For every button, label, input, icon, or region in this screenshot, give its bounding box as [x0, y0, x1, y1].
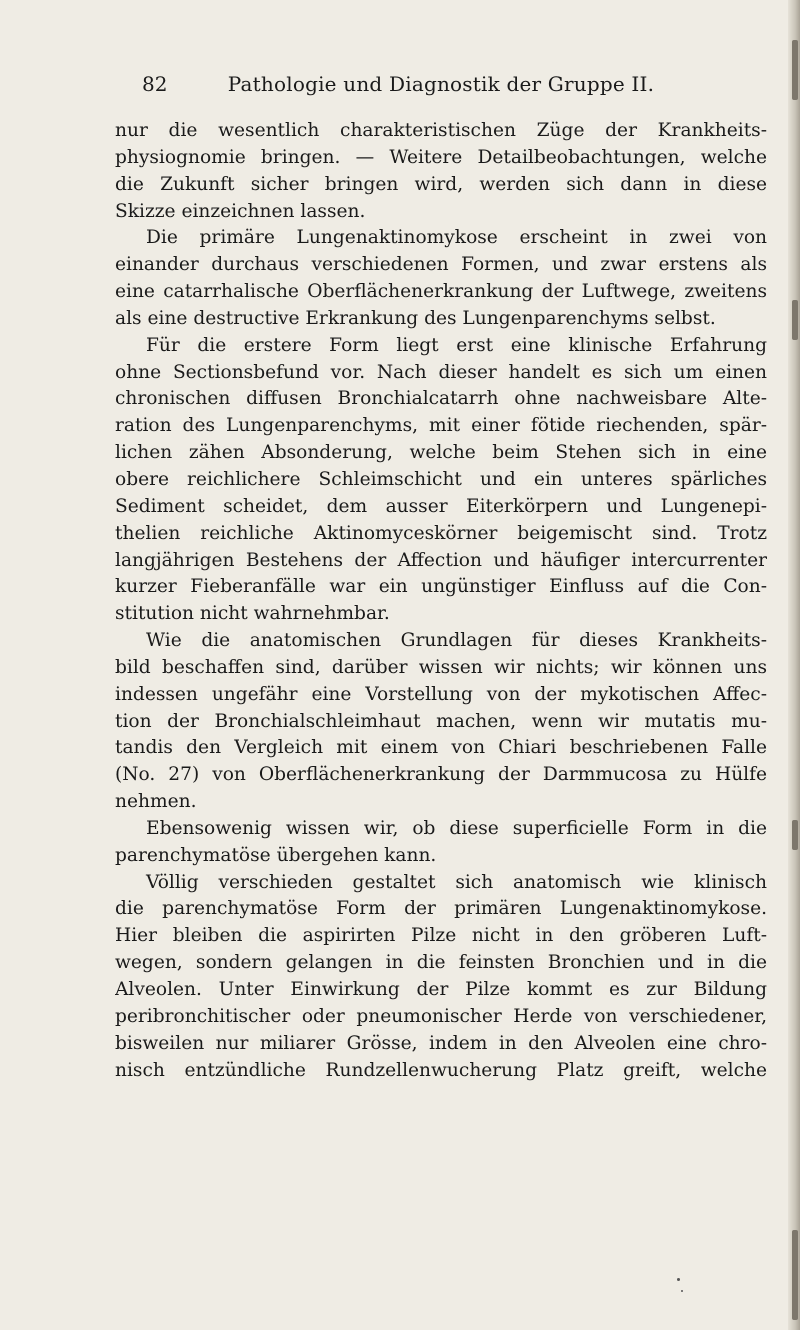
text-line: ohne Sectionsbefund vor. Nach dieser handelt es sich um einen: [115, 361, 767, 383]
scan-edge-mark: [792, 1230, 798, 1320]
scan-edge-mark: [792, 820, 798, 850]
text-line: die Zukunft sicher bringen wird, werden sich dann in diese: [115, 173, 767, 195]
book-page: [115, 72, 767, 1084]
text-line: (No. 27) von Oberflächenerkrankung der Darmmucosa zu Hülfe: [115, 764, 767, 786]
text-line: physiognomie bringen. — Weitere Detailbeobachtungen, welche: [115, 146, 767, 168]
text-line: nehmen.: [115, 791, 197, 813]
text-line: Völlig verschieden gestaltet sich anatomisch wie klinisch: [146, 871, 767, 893]
text-line: als eine destructive Erkrankung des Lungenparenchyms selbst.: [115, 307, 716, 329]
text-line: kurzer Fieberanfälle war ein ungünstiger Einfluss auf die Con-: [115, 576, 767, 598]
scan-speck: [681, 1290, 683, 1292]
text-line: einander durchaus verschiedenen Formen, und zwar erstens als: [115, 254, 767, 276]
text-line: tandis den Vergleich mit einem von Chiari beschriebenen Falle: [115, 737, 767, 759]
text-line: Skizze einzeichnen lassen.: [115, 200, 366, 222]
text-line: die parenchymatöse Form der primären Lungenaktinomykose.: [115, 898, 767, 920]
text-line: ration des Lungenparenchyms, mit einer fötide riechenden, spär-: [115, 415, 767, 437]
text-line: indessen ungefähr eine Vorstellung von der mykotischen Affec-: [115, 683, 767, 705]
body-text: [115, 118, 767, 1084]
text-line: thelien reichliche Aktinomyceskörner beigemischt sind. Trotz: [115, 522, 767, 544]
text-line: bisweilen nur miliarer Grösse, indem in den Alveolen eine chro-: [115, 1032, 767, 1054]
scan-speck: [677, 1278, 680, 1281]
text-line: langjährigen Bestehens der Affection und häufiger intercurrenter: [115, 549, 767, 571]
text-line: peribronchitischer oder pneumonischer Herde von verschiedener,: [115, 1005, 767, 1027]
text-line: Ebensowenig wissen wir, ob diese superficielle Form in die: [146, 817, 767, 839]
text-line: Alveolen. Unter Einwirkung der Pilze kommt es zur Bildung: [115, 979, 767, 1000]
text-line: lichen zähen Absonderung, welche beim Stehen sich in eine: [115, 442, 767, 464]
text-line: stitution nicht wahrnehmbar.: [115, 603, 390, 625]
text-line: parenchymatöse übergehen kann.: [115, 844, 437, 866]
text-line: Für die erstere Form liegt erst eine klinische Erfahrung: [146, 334, 767, 356]
running-head: [115, 72, 767, 106]
scan-page-edge: [788, 0, 800, 1330]
running-head-title: Pathologie und Diagnostik der Gruppe II.: [227, 72, 655, 96]
text-line: Die primäre Lungenaktinomykose erscheint in zwei von: [146, 227, 767, 249]
text-line: bild beschaffen sind, darüber wissen wir nichts; wir können uns: [115, 656, 767, 678]
text-line: obere reichlichere Schleimschicht und ein unteres spärliches: [115, 468, 767, 490]
text-line: Hier bleiben die aspirirten Pilze nicht in den gröberen Luft-: [115, 925, 767, 947]
text-line: tion der Bronchialschleimhaut machen, wenn wir mutatis mu-: [115, 710, 767, 732]
scan-edge-mark: [792, 40, 798, 100]
text-line: chronischen diffusen Bronchialcatarrh ohne nachweisbare Alte-: [115, 388, 767, 410]
text-line: wegen, sondern gelangen in die feinsten Bronchien und in die: [115, 952, 767, 974]
text-line: nisch entzündliche Rundzellenwucherung Platz greift, welche: [115, 1059, 767, 1081]
text-line: eine catarrhalische Oberflächenerkrankung der Luftwege, zweitens: [115, 281, 767, 303]
scan-edge-mark: [792, 300, 798, 340]
text-line: Sediment scheidet, dem ausser Eiterkörpern und Lungenepi-: [115, 495, 767, 517]
page-number: 82: [142, 72, 168, 96]
text-line: Wie die anatomischen Grundlagen für dieses Krankheits-: [146, 630, 767, 652]
text-line: nur die wesentlich charakteristischen Züge der Krankheits-: [115, 120, 767, 141]
